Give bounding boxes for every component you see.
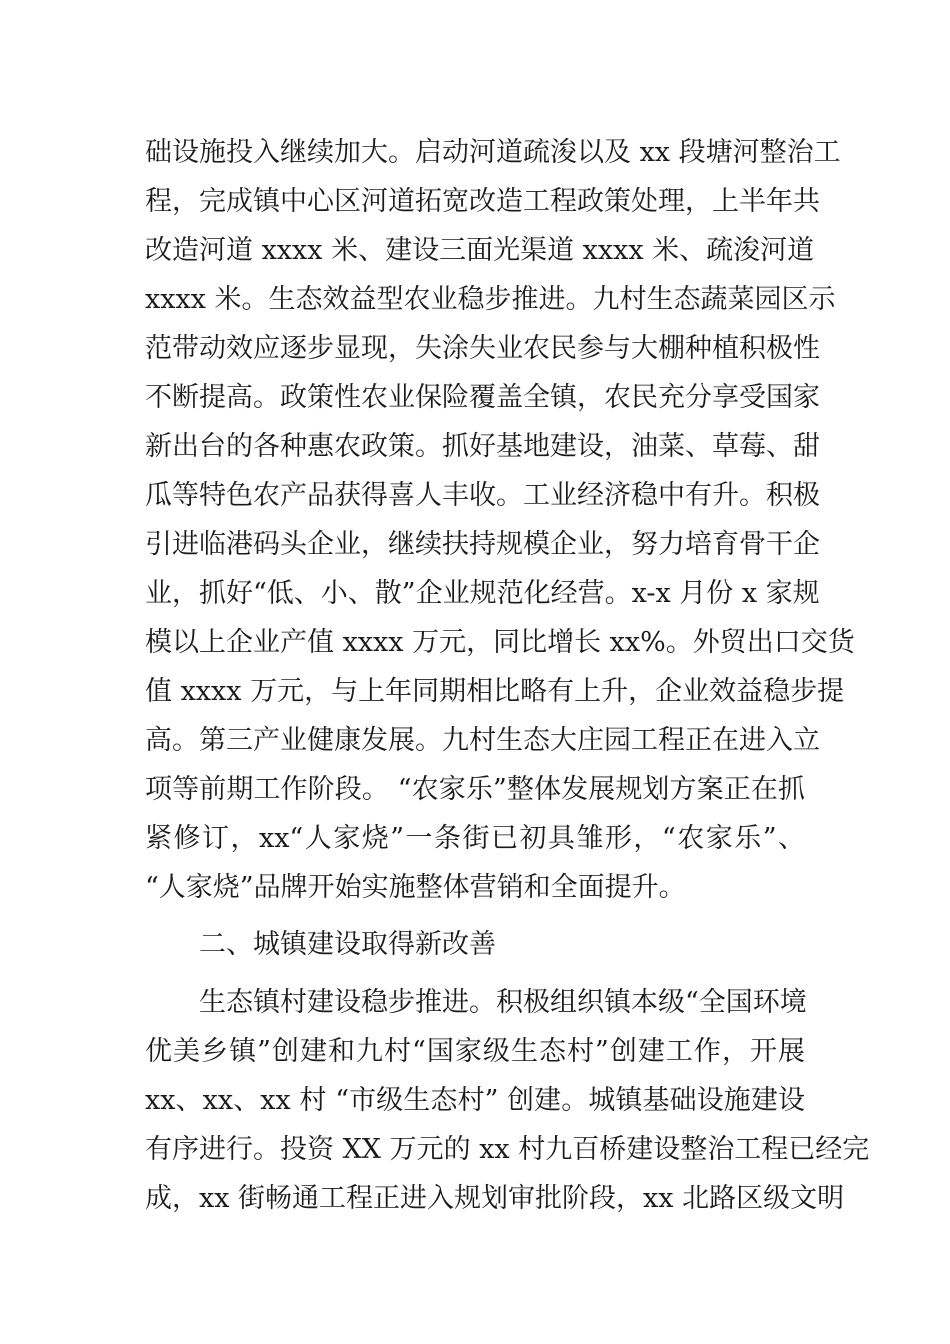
text-line: 新出台的各种惠农政策。抓好基地建设，油菜、草莓、甜 [145,431,820,462]
text-line: 础设施投入继续加大。启动河道疏浚以及 xx 段塘河整治工 [145,137,841,168]
text-line: 业，抓好“低、小、散”企业规范化经营。x-x 月份 x 家规 [145,578,820,609]
text-line: 优美乡镇”创建和九村“国家级生态村”创建工作，开展 [145,1036,805,1067]
text-line: 模以上企业产值 xxxx 万元，同比增长 xx%。外贸出口交货 [145,627,855,658]
text-line: 成，xx 街畅通工程正进入规划审批阶段，xx 北路区级文明 [145,1183,845,1214]
text-line: 不断提高。政策性农业保险覆盖全镇，农民充分享受国家 [145,382,820,413]
text-line: 紧修订，xx“人家烧”一条街已初具雏形，“农家乐”、 [145,823,805,854]
text-line: “人家烧”品牌开始实施整体营销和全面提升。 [145,872,686,903]
text-line: 瓜等特色农产品获得喜人丰收。工业经济稳中有升。积极 [145,480,820,511]
text-line: xxxx 米。生态效益型农业稳步推进。九村生态蔬菜园区示 [145,284,836,315]
text-line: 值 xxxx 万元，与上年同期相比略有上升，企业效益稳步提 [145,676,845,707]
text-line: 引进临港码头企业，继续扶持规模企业，努力培育骨干企 [145,529,820,560]
text-line: 范带动效应逐步显现，失涂失业农民参与大棚种植积极性 [145,333,820,364]
text-line: 程，完成镇中心区河道拓宽改造工程政策处理，上半年共 [145,186,820,217]
text-line: xx、xx、xx 村 “市级生态村” 创建。城镇基础设施建设 [145,1085,805,1116]
text-line: 生态镇村建设稳步推进。积极组织镇本级“全国环境 [199,987,807,1018]
section-heading: 二、城镇建设取得新改善 [199,929,496,960]
text-line: 有序进行。投资 XX 万元的 xx 村九百桥建设整治工程已经完 [145,1134,870,1165]
text-line: 改造河道 xxxx 米、建设三面光渠道 xxxx 米、疏浚河道 [145,235,815,266]
text-line: 高。第三产业健康发展。九村生态大庄园工程正在进入立 [145,725,820,756]
text-line: 项等前期工作阶段。 “农家乐”整体发展规划方案正在抓 [145,774,805,805]
